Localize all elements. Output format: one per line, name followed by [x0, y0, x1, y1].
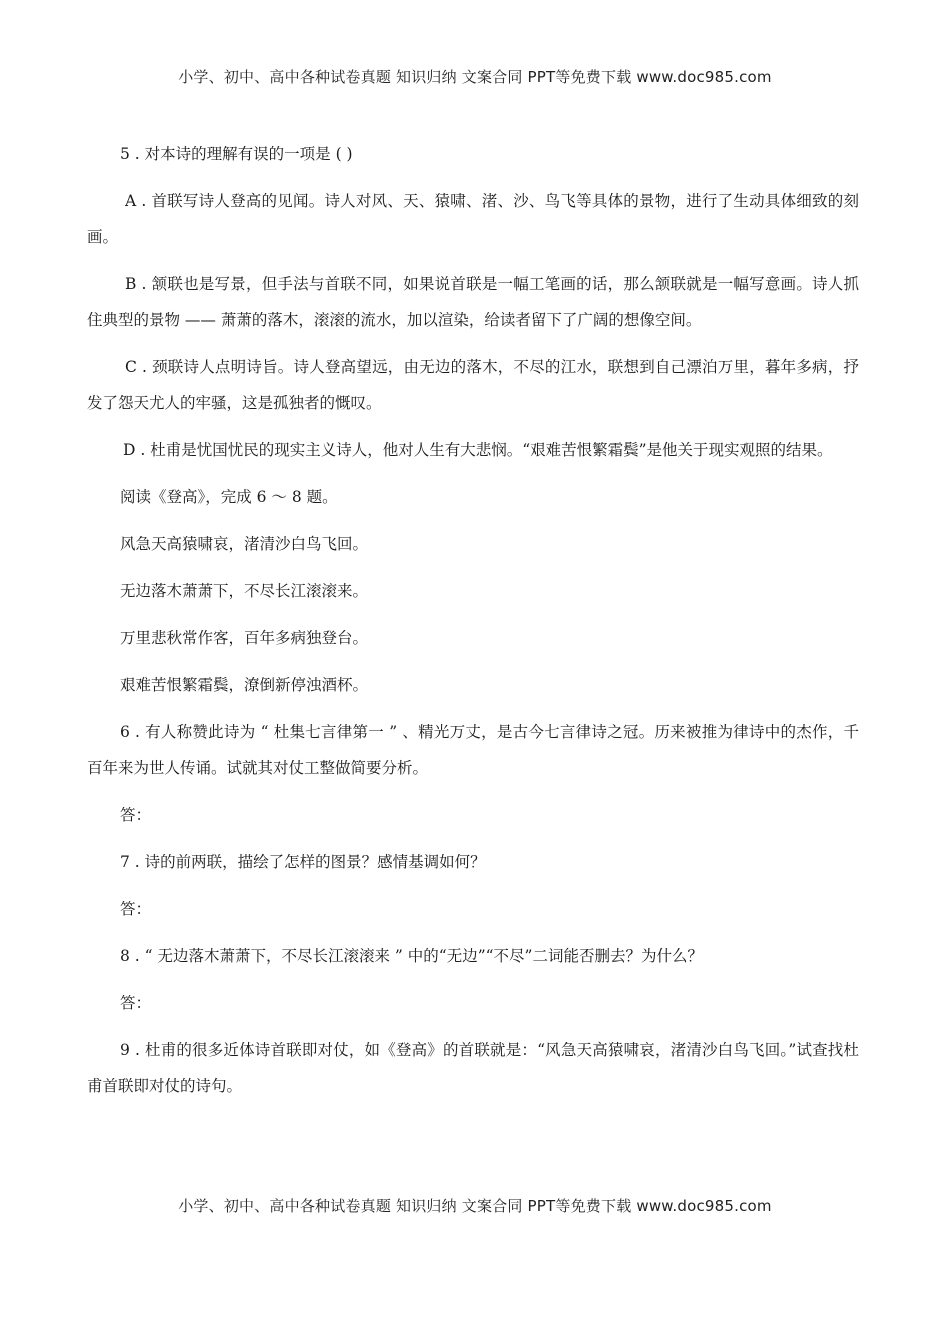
question-9: 9 . 杜甫的很多近体诗首联即对仗，如《登高》的首联就是：“风急天高猿啸哀，渚清沙白鸟飞回。”试查找杜甫首联即对仗的诗句。	[87, 1041, 859, 1095]
poem-line-3: 万里悲秋常作客，百年多病独登台。	[120, 629, 369, 647]
reading-instruction: 阅读《登高》，完成 6 ～ 8 题。	[120, 488, 338, 506]
question-8: 8 . “ 无边落木萧萧下，不尽长江滚滚来 ” 中的“无边”“不尽”二词能否删去？为什么？	[120, 947, 703, 965]
question-5-option-c: C . 颈联诗人点明诗旨。诗人登高望远，由无边的落木，不尽的江水，联想到自己漂泊万里，暮年多病，抒发了怨天尤人的牢骚，这是孤独者的慨叹。	[87, 358, 859, 412]
question-5-option-d: D . 杜甫是忧国忧民的现实主义诗人，他对人生有大悲悯。“艰难苦恨繁霜鬓”是他关于现实观照的结果。	[123, 441, 833, 459]
question-8-answer: 答：	[120, 994, 152, 1012]
question-5-option-b: B . 颔联也是写景，但手法与首联不同，如果说首联是一幅工笔画的话，那么颔联就是一幅写意画。诗人抓住典型的景物 —— 萧萧的落木，滚滚的流水，加以渲染，给读者留下了广阔的想像空间。	[87, 275, 859, 329]
document-body	[87, 136, 859, 1115]
question-6: 6 . 有人称赞此诗为 “ 杜集七言律第一 ” 、精光万丈，是古今七言律诗之冠。历来被推为律诗中的杰作，千百年来为世人传诵。试就其对仗工整做简要分析。	[87, 723, 859, 777]
question-5-option-a: A . 首联写诗人登高的见闻。诗人对风、天、猿啸、渚、沙、鸟飞等具体的景物，进行了生动具体细致的刻画。	[87, 192, 859, 246]
header-banner: 小学、初中、高中各种试卷真题 知识归纳 文案合同 PPT等免费下载 www.doc985.com	[178, 68, 772, 86]
poem-line-1: 风急天高猿啸哀，渚清沙白鸟飞回。	[120, 535, 369, 553]
poem-line-4: 艰难苦恨繁霜鬓，潦倒新停浊酒杯。	[120, 676, 369, 694]
footer-banner: 小学、初中、高中各种试卷真题 知识归纳 文案合同 PPT等免费下载 www.doc985.com	[178, 1197, 772, 1215]
question-5: 5 . 对本诗的理解有误的一项是 ( )	[120, 145, 353, 163]
poem-line-2: 无边落木萧萧下，不尽长江滚滚来。	[120, 582, 369, 600]
question-7: 7 . 诗的前两联，描绘了怎样的图景？感情基调如何？	[120, 853, 486, 871]
question-7-answer: 答：	[120, 900, 152, 918]
question-6-answer: 答：	[120, 806, 152, 824]
